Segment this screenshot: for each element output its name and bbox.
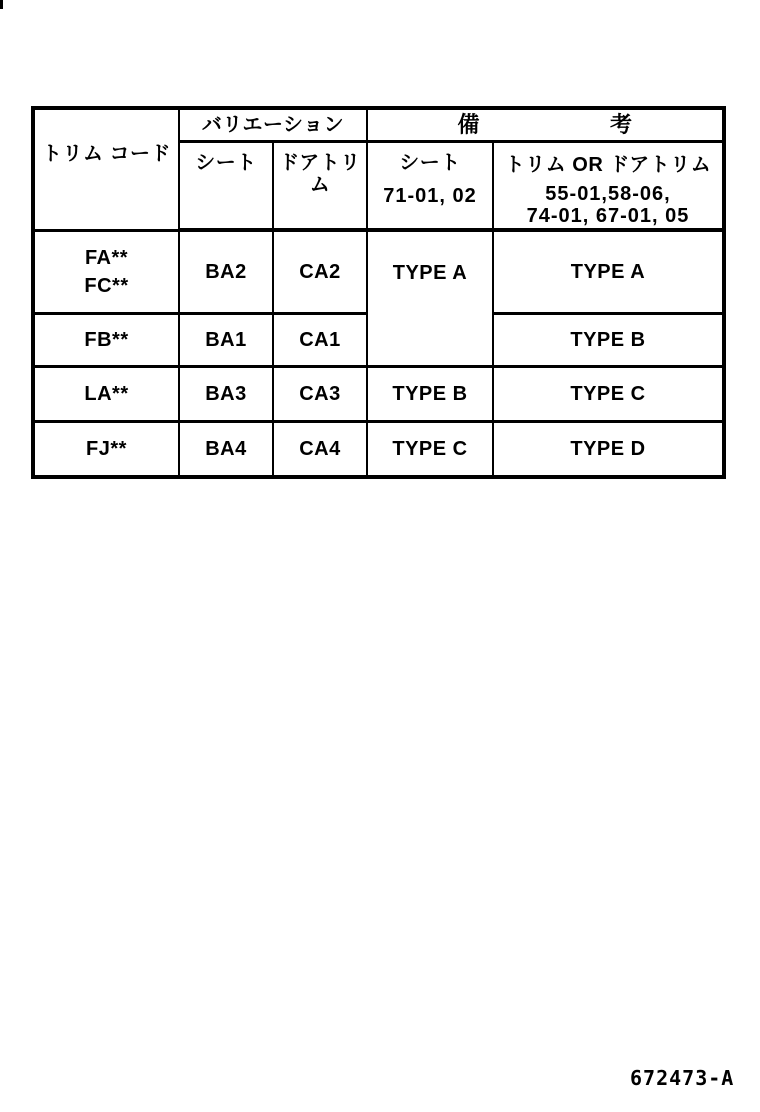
remarks-trim-subheader-label: トリム OR ドアトリム [504,153,712,176]
cell-trim-code: FB** [33,313,179,366]
header-cell-remarks [367,108,724,141]
cell-remarks-trim-type: TYPE A [493,230,724,313]
scan-artifact-mark [0,0,3,9]
cell-door-trim-variation: CA2 [273,230,367,313]
trim-code-value: FC** [84,274,129,297]
trim-code-values [35,244,178,300]
cell-door-trim-variation: CA4 [273,421,367,477]
cell-door-trim-variation: CA1 [273,313,367,366]
cell-seat-variation: BA4 [179,421,273,477]
subheader-cell-door-trim [273,141,367,230]
subheader-cell-seat [179,141,273,230]
cell-trim-code: LA** [33,366,179,421]
remarks-seat-subheader-label: シート [399,151,461,174]
cell-door-trim-variation: CA3 [273,366,367,421]
table-header-row-1 [33,108,724,141]
trim-code-header-label: トリム コード [41,143,172,165]
cell-remarks-seat-type: TYPE C [367,421,493,477]
subheader-cell-remarks-trim [493,141,724,230]
cell-remarks-trim-type: TYPE D [493,421,724,477]
cell-trim-code [33,230,179,313]
remarks-trim-codes [494,183,722,227]
cell-remarks-trim-type: TYPE B [493,313,724,366]
cell-remarks-seat-type: TYPE B [367,366,493,421]
trim-code-value: FA** [84,246,129,269]
remarks-seat-codes: 71-01, 02 [383,184,477,207]
cell-seat-variation: BA1 [179,313,273,366]
header-cell-trim-code [33,108,179,230]
variation-header-label: バリエーション [201,113,345,136]
table-row [33,421,724,477]
header-cell-variation [179,108,367,141]
cell-remarks-seat-type: TYPE A [367,230,493,366]
door-trim-subheader-label: ドアトリム [279,151,361,196]
cell-seat-variation: BA3 [179,366,273,421]
remarks-char-left: 備 [457,111,480,137]
table-row [33,230,724,313]
cell-trim-code: FJ** [33,421,179,477]
remarks-char-right: 考 [610,111,633,137]
table-row [33,366,724,421]
cell-remarks-trim-type: TYPE C [493,366,724,421]
page-code: 672473-A [630,1066,735,1090]
seat-subheader-label: シート [195,151,257,174]
trim-code-table [31,106,726,479]
cell-seat-variation: BA2 [179,230,273,313]
remarks-header-label [368,113,722,137]
subheader-cell-remarks-seat [367,141,493,230]
remarks-trim-codes-line-1: 55-01,58-06, [545,182,671,205]
remarks-trim-codes-line-2: 74-01, 67-01, 05 [526,204,690,227]
